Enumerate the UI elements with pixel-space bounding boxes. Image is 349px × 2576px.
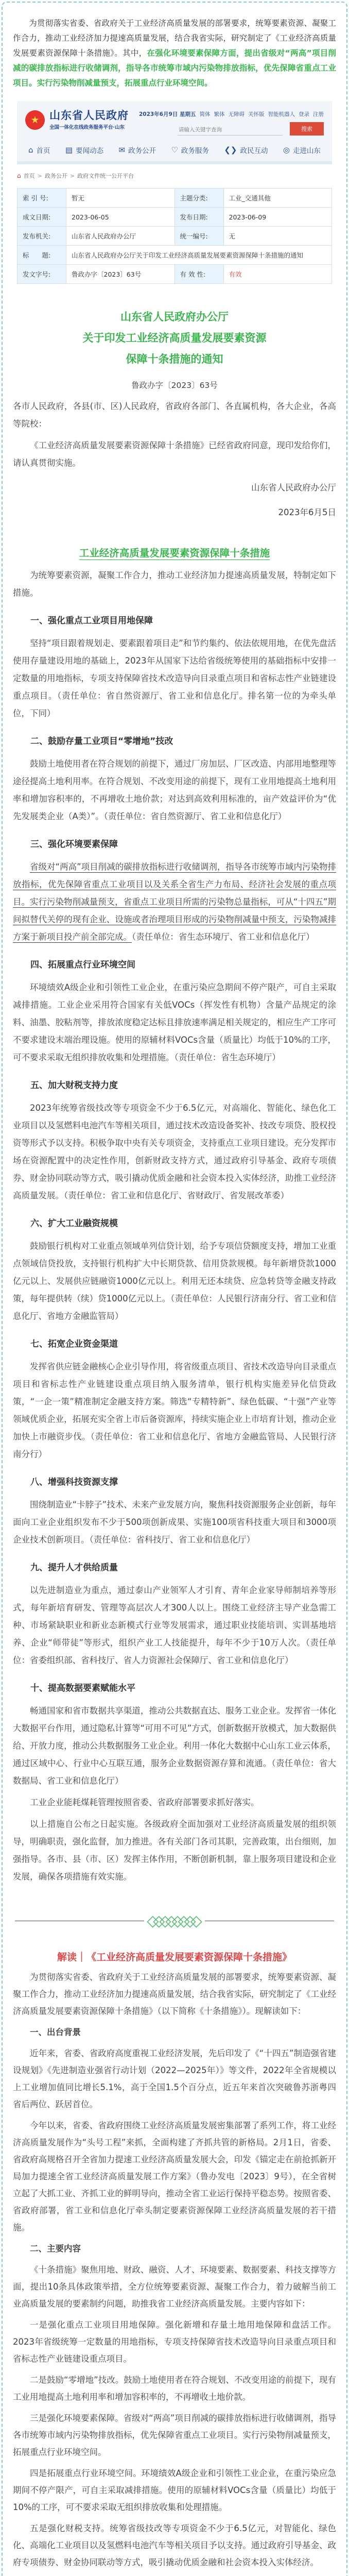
meta-label: 索 引 号: <box>18 189 66 208</box>
measures-intro: 为统筹要素资源，凝聚工作合力，推动工业经济加力提速高质量发展，特制定如下措施。 <box>13 570 336 598</box>
interpretation-paragraph: 为贯彻落实省委、省政府关于工业经济高质量发展的部署要求，统筹要素资源、凝聚工作合力，推动工业经济加力提速高质量发展，结合我省实际，研究制定了《工业经济高质量发展要素资源保障十条措施》（以下简称《十条措施》）。现解读如下： <box>13 1972 336 2016</box>
interpretation-paragraph: 二是鼓励“零增地”技改。鼓励土地使用者在符合规划、不改变用途的前提下，现有工业用地提高土地利用率和增加容积率的，不再增收土地价款。 <box>13 2375 336 2402</box>
nav-label: 政务公开 <box>128 147 156 155</box>
measure-paragraph <box>13 755 336 825</box>
paragraph-text: 畅通国家和省市数据共享渠道，推动公共数据直达、服务工业企业。发挥省一体化大数据平台作用，通过隐私计算等“可用不可见”方式，创新数据开放模式，加大数据供给、开放力度，推动公共数据服务工业企业。利用一体化大数据中心山东工业云体系，通过区域中心、行业中心互联互通，服务企业数据资源存算和流通。（责任单位：省大数据局、省工业和信息化厅） <box>13 1705 336 1786</box>
meta-label: 成文日期: <box>18 208 66 227</box>
location-icon: ◎ <box>283 145 290 155</box>
interpretation-title: 解读｜《工业经济高质量发展要素资源保障十条措施》 <box>57 1951 292 1963</box>
meta-value: 暂无 <box>66 189 175 208</box>
paragraph-text: 鼓励银行机构对工业重点领域单列信贷计划，给予专项信贷额度支持，增加工业重点领域信贷投放，支持银行机构扩大中长期贷款、信用贷款规模。每年新增贷款1000亿元以上、发展供应链融资1000亿元以上。利用无还本续贷、应急转贷等金融支持政策，每年提供转（续）贷1000亿元以上。（责任单位：人民银行济南分行、省工业和信息化厅、省地方金融监管局） <box>13 1241 336 1321</box>
document-title-line: 关于印发工业经济高质量发展要素资源 <box>82 331 267 344</box>
document-title-line: 山东省人民政府办公厅 <box>120 311 229 323</box>
meta-value: 无 <box>223 227 332 246</box>
interpretation-paragraph: 一是强化重点工业项目用地保障。强化新增和存量土地用地保障和盘活工作。2023年省级统筹一定数量的用地指标，专项支持保障省技术改造导向目录重点项目和省标志性产业链建设重点项目。 <box>13 2319 336 2364</box>
paragraph-text: 环境绩效A级企业和引领性工业企业，在重污染应急期间不停产限产，可自主采取减排措施。工业企业采用符合国家有关低VOCs（挥发性有机物）含量产品规定的涂料、油墨、胶粘剂等，排放浓度稳定达标且排放速率满足相关规定的，相应生产工序可不要求建设末端治理设施。使用的原辅材料VOCs含量（质量比）均低于10%的工序，可不要求采取无组织排放收集和处理措施。（责任单位：省生态环境厅） <box>13 982 336 1062</box>
meta-value: 2023-06-09 <box>223 208 332 227</box>
intro-highlight-text: 在强化环境要素保障方面，提出省级对“两高”项目削减的碳排放指标进行收储调剂，指导各市统筹市域内污染物排放指标，优先保障省重点工业项目。实行污染物削减量预支，拓展重点行业环境空间。 <box>13 48 336 88</box>
salutation: 各市人民政府，各县(市、区)人民政府，省政府各部门、各直属机构，各大企业，各高等院校： <box>13 401 336 429</box>
header-date: 2023年6月9日 星期五 <box>139 111 196 117</box>
header-link-智能机器人[interactable]: 智能机器人 <box>268 111 295 117</box>
diamond-ornament-icon: ◇◇◇◇◇◇◇◇ <box>147 1911 197 1930</box>
gov-header-card <box>17 101 332 164</box>
meta-label: 统一编号: <box>174 227 223 246</box>
search-button[interactable]: 搜索 <box>290 122 324 135</box>
meta-label: 主题分类: <box>174 189 223 208</box>
document-title-line: 保障十条措施的通知 <box>126 352 223 365</box>
nav-label: 政民互动 <box>240 147 268 155</box>
meta-value: 工业_交通其他 <box>223 189 332 208</box>
forward-paragraph: 《工业经济高质量发展要素资源保障十条措施》已经省政府同意，现印发给你们，请认真贯彻实施。 <box>13 440 336 468</box>
measure-heading: 三、强化环境要素保障 <box>30 839 118 850</box>
interpretation-paragraph: 《十条措施》聚焦用地、财政、融资、人才、环境要素、数据要素、科技支撑等方面，提出10条具体政策举措，全方位统筹要素资源、凝聚工作合力，着力破解当前工业高质量发展的要素制约问题，助推我省工业经济高质量发展。主要内容如下： <box>13 2264 336 2309</box>
nav-item-要闻动态[interactable] <box>65 145 103 155</box>
underlined-text: 省级对“两高”项目削减的碳排放指标进行收储调剂，指导各市统筹市域内污染物排放指标，优先保障省重点工业项目以及关系全省生产力布局、经济社会发展的重点项目。实行污染物削减量预支，省重点工业项目所需的污染物总量指标，可从“十四五”期间拟替代关停的现有企业、设施或者治理项目形成的污染物削减量中预支，污染物减排方案于新项目投产前全部完成。 <box>13 861 336 942</box>
meta-value: 有效 <box>223 265 332 284</box>
measure-heading: 十、提高数据要素赋能水平 <box>30 1683 135 1693</box>
breadcrumb-item-政务公开[interactable]: 政务公开 <box>44 173 67 179</box>
dialog-icon: ❮❯ <box>224 145 237 155</box>
document-meta-table <box>17 188 332 284</box>
news-book-icon: ▤ <box>65 145 73 155</box>
gov-header-top <box>17 101 332 139</box>
interpretation-paragraph: 今年以来，省委、省政府围绕工业经济高质量发展密集部署了系列工作，将工业经济高质量发展作为“头号工程”来抓，全面构建了齐抓共管的新格局。2月1日，省委、省政府高规格召开全省加力提速工业经济高质量发展大会，印发《锚定走在前抢抓新开局加力提速全省工业经济高质量发展工作方案》（鲁办发电〔2023〕9号），在全省树立起了大抓工业、齐抓工业的鲜明导向，推动全省工业运行保持平稳态势。按照省委、省政府部署，省工业和信息化厅牵头制定要素资源保障工业经济高质量发展的若干措施。 <box>13 2120 336 2232</box>
measure-paragraph <box>13 1702 336 1790</box>
breadcrumb-item-首页[interactable]: 首页 <box>23 173 35 179</box>
meta-row <box>18 246 332 265</box>
meta-label: 发文字号: <box>18 265 66 284</box>
closing-paragraph: 工业企业能耗煤耗管理按照省委、省政府部署要求抓好落实。 <box>30 1797 259 1807</box>
header-link-注册[interactable]: 注册 <box>313 111 324 117</box>
header-top-links <box>139 110 324 118</box>
measure-heading: 六、扩大工业融资规模 <box>30 1218 118 1229</box>
breadcrumb-separator: > <box>69 172 75 179</box>
interpretation-paragraph <box>13 2575 336 2576</box>
meta-row <box>18 208 332 227</box>
nav-label: 要闻动态 <box>76 147 104 155</box>
measure-heading: 一、强化重点工业项目用地保障 <box>30 615 153 626</box>
measures-body <box>13 567 336 1886</box>
meta-label: 发布机关: <box>18 227 66 246</box>
paragraph-text: 围绕制造业“卡脖子”技术、未来产业发展方向，聚焦科技资源服务企业创新，每年面向工业企业组织发布不少于500项创新成果、实施100项省科技重大项目和3000项企业技术创新项目。（责任单位：省科技厅、省工业和信息化厅） <box>13 1499 336 1545</box>
measure-heading: 二、鼓励存量工业项目“零增地”技改 <box>30 736 173 747</box>
measure-heading: 四、拓展重点行业环境空间 <box>30 959 135 970</box>
document-number: 鲁政办字〔2023〕63号 <box>131 380 218 390</box>
nav-item-政务公开[interactable] <box>119 145 156 155</box>
measures-notes <box>13 1794 336 1886</box>
document-body <box>13 398 336 521</box>
meta-row <box>18 265 332 284</box>
intro-summary <box>13 16 336 91</box>
interpretation-heading: 一、出台背景 <box>30 2027 81 2037</box>
interpretation-heading: 二、主要内容 <box>30 2243 81 2253</box>
site-logo[interactable] <box>25 109 129 130</box>
meta-value: 2023-06-05 <box>66 208 175 227</box>
nav-label: 走进山东 <box>292 147 321 155</box>
measure-heading: 五、加大财税支持力度 <box>30 1080 118 1091</box>
header-link-登录[interactable]: 登录 <box>299 111 309 117</box>
measure-heading: 九、提升人才供给质量 <box>30 1562 118 1573</box>
header-link-无障碍[interactable]: 无障碍 <box>228 111 245 117</box>
header-link-关怀版[interactable]: 关怀版 <box>248 111 265 117</box>
national-emblem-icon: ★ <box>25 110 45 130</box>
interpretation-paragraph: 四是拓展重点行业环境空间。环境绩效A级企业和引领性工业企业，在重污染应急期间不停产限产，可自主采取减排措施。使用的原辅材料VOCs含量（质量比）均低于10%的工序，可不要求采取无组织排放收集和处理措施。 <box>13 2468 336 2512</box>
intro-normal-text: 为贯彻落实省委、省政府关于工业经济高质量发展的部署要求，统筹要素资源、凝聚工作合力，推动工业经济加力提速高质量发展，结合我省实际，研究制定了《工业经济高质量发展要素资源保障十条措施》。其中， <box>13 19 336 58</box>
interpretation-body <box>13 1969 336 2576</box>
paragraph-text: 发挥省供应链金融核心企业引导作用，将省级重点项目、省技术改造导向目录重点项目和省标志性产业链建设重点项目纳入服务清单，银行机构实施差异化信贷政策，“一企一策”精准制定金融支持方案。筛选“专精特新”、绿色低碳、“十强”产业等领域优质企业，拓展充实全省上市后备资源库，持续实施企业上市培育计划，推动企业加快上市融资步伐。（责任单位：省工业和信息化厅、省地方金融监管局、人民银行济南分行） <box>13 1361 336 1459</box>
page-container <box>2 2 347 2576</box>
mail-icon: ✉ <box>118 145 126 155</box>
paragraph-text: 以先进制造业为重点，通过泰山产业领军人才引育、青年企业家导师制培养等形式，每年新培育研发、管理等高层次人才300人以上。围绕工业经济主导产业急需工种、市场紧缺职业和新业态新模式行业等发展需求，通过职业技能培训、实训基地培养、企业“师带徒”等形式，组织产业工人技能提升，每年不少于10万人次。（责任单位：省委组织部、省科技厅、省人力资源社会保障厅、省工业和信息化厅） <box>13 1585 336 1665</box>
meta-value: 鲁政办字〔2023〕63号 <box>66 265 175 284</box>
measures-title: 工业经济高质量发展要素资源保障十条措施 <box>79 547 270 559</box>
breadcrumb-item-政府文件统一公开平台[interactable]: 政府文件统一公开平台 <box>77 173 134 179</box>
breadcrumb <box>17 172 332 180</box>
nav-item-首页[interactable] <box>28 145 50 155</box>
site-subtitle: 全国一体化在线政务服务平台·山东 <box>49 125 125 131</box>
signoff-date: 2023年6月5日 <box>278 507 336 517</box>
header-link-繁体[interactable]: 繁体 <box>214 111 225 117</box>
meta-value: 山东省人民政府办公厅 <box>66 227 175 246</box>
closing-paragraph: 以上措施自公布之日起实施。各级政府全面加强对工业经济高质量发展的组织领导，明确职责，强化监督，加力推进。各有关部门各司其职，完善政策，出台细则，加强指导。各市、县（市、区）发挥主体作用，不断创新机制，靠上服务项目建设和企业发展，确保各项措施有效实施。 <box>13 1819 336 1882</box>
home-icon: ⌂ <box>28 145 33 155</box>
header-link-简体[interactable]: 简体 <box>199 111 211 117</box>
interpretation-paragraph: 三是强化环境要素保障。省级对“两高”项目削减的碳排放指标进行收储调剂，指导各市统筹市域内污染物排放指标，优先保障省重点工业项目。实行污染物削减量预支，拓展重点行业环境空间。 <box>13 2413 336 2457</box>
measure-paragraph <box>13 1496 336 1549</box>
nav-item-走进山东[interactable] <box>283 145 321 155</box>
main-nav <box>17 139 332 161</box>
paragraph-text: 2023年统筹省级技改等专项资金不少于6.5亿元，对高端化、智能化、绿色化工业项目以及氢燃料电池汽车等相关项目，通过技术改造设备奖补、技改专项贷、股权投资等形式予以支持。积极争取中央有关专项资金，支持重点工业项目建设。充分发挥市场在资源配置中的决定性作用，创新财政支持方式，通过政府引导基金、政府专项债券、财金协同联动等方式，吸引撬动优质金融和社会资本投入实体经济，助推工业经济高质量发展。（责任单位：省工业和信息化厅、省财政厅、省发展改革委） <box>13 1103 336 1200</box>
search-input[interactable] <box>178 125 283 135</box>
meta-row <box>18 227 332 246</box>
measure-paragraph <box>13 1358 336 1463</box>
home-icon: ⌂ <box>17 172 21 179</box>
measure-paragraph <box>13 1099 336 1205</box>
nav-item-政民互动[interactable] <box>224 145 268 155</box>
measure-heading: 八、增强科技资源支撑 <box>30 1477 118 1487</box>
paragraph-text: 鼓励土地使用者在符合规划的前提下，通过厂房加层、厂区改造、内部用地整理等途径提高土地利用率。在符合规划、不改变用途的前提下，现有工业用地提高土地利用率和增加容积率的，不再增收土地价款；对达到高效利用标准的，亩产效益评价为“优先发展类企业（A类）”。（责任单位：省自然资源厅、省工业和信息化厅） <box>13 758 336 821</box>
nav-label: 政务服务 <box>181 147 209 155</box>
meta-table-body <box>18 189 332 284</box>
interpretation-paragraph: 近年来，省委、省政府高度重视工业经济发展，先后印发了《“十四五”制造强省建设规划》《先进制造业强省行动计划（2022—2025年）》等文件，2022年全省规模以上工业增加值同比增长5.1%，高于全国1.5个百分点，近五年来首次突破鲁苏浙粤四省后两位、跃居首位。 <box>13 2048 336 2109</box>
measure-paragraph <box>13 635 336 722</box>
breadcrumb-separator: > <box>37 172 42 179</box>
section-divider <box>15 1913 334 1929</box>
meta-label: 有 效 性: <box>174 265 223 284</box>
meta-label: 标 题: <box>18 246 66 265</box>
paragraph-text: 坚持“项目跟着规划走、要素跟着项目走”和节约集约、依法依规用地，在优先盘活使用存量建设用地的基础上，2023年从国家下达给省级统筹使用的基础指标中安排一定数量的用地指标，专项支持保障省技术改造导向目录重点项目和省标志性产业链建设重点项目。（责任单位：省自然资源厅、省工业和信息化厅。排名第一位的为牵头单位，下同） <box>13 638 336 718</box>
measure-heading: 七、拓宽企业资金渠道 <box>30 1338 118 1349</box>
nav-item-政务服务[interactable] <box>171 145 208 155</box>
site-name: 山东省人民政府 <box>49 109 129 122</box>
document-title <box>13 307 336 370</box>
measure-paragraph <box>13 979 336 1066</box>
meta-row <box>18 189 332 208</box>
meta-value: 山东省人民政府办公厅关于印发工业经济高质量发展要素资源保障十条措施的通知 <box>66 246 332 265</box>
heart-icon: ♡ <box>171 145 178 155</box>
meta-label: 发布日期: <box>174 208 223 227</box>
signoff-org: 山东省人民政府办公厅 <box>251 482 336 493</box>
measure-paragraph <box>13 1238 336 1325</box>
search-bar <box>178 122 324 135</box>
measure-paragraph <box>13 1582 336 1669</box>
paragraph-text: （责任单位：省生态环境厅、省工业和信息化厅） <box>132 931 315 942</box>
measures-sections <box>13 612 336 1790</box>
interpretation-paragraph: 五是强化财税支持。统筹省级技改等专项资金不少于6.5亿元，对智能化、绿色化、高端化工业项目以及氢燃料电池汽车等相关项目予以支持。通过政府引导基金、政府专项债券、财金协同联动等方式，吸引撬动优质金融和社会资本投入实体经济。 <box>13 2523 336 2567</box>
nav-label: 首页 <box>36 147 50 155</box>
measure-paragraph <box>13 858 336 946</box>
